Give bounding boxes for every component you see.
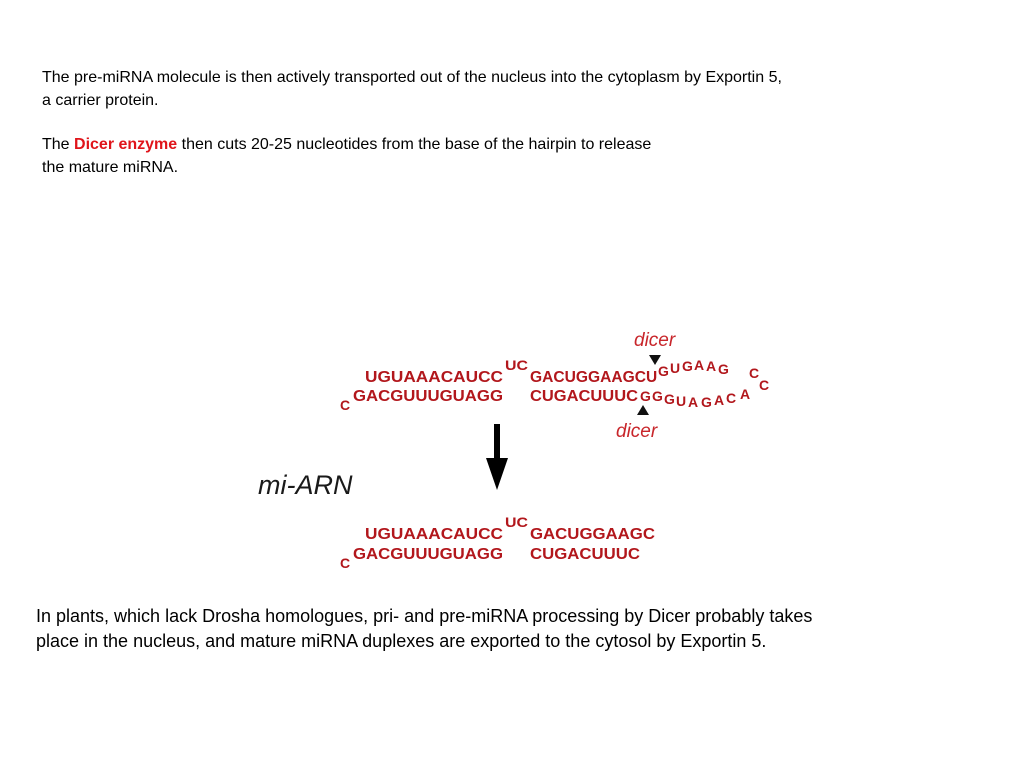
loop-lower-nt: C (726, 390, 737, 406)
product-top-strand-a: UGUAAACAUCC (365, 526, 503, 543)
dicer-paragraph-prefix: The (42, 136, 75, 153)
processing-arrow-head (486, 458, 508, 490)
loop-upper-nt: A (694, 357, 705, 373)
loop-upper-nt: U (670, 360, 681, 376)
dicer-top-label: dicer (634, 330, 676, 351)
intro-line-1: The pre-miRNA molecule is then actively transported out of the nucleus into the cytoplasm by Exportin 5, (42, 69, 782, 86)
plants-paragraph (36, 604, 936, 653)
hairpin-bottom-strand-a: GACGUUUGUAGG (353, 388, 503, 405)
dicer-paragraph (42, 134, 942, 179)
product-bottom-strand-a: GACGUUUGUAGG (353, 546, 503, 563)
dicer-paragraph-rest: then cuts 20-25 nucleotides from the base of the hairpin to release (177, 136, 652, 153)
mirna-processing-figure (250, 320, 790, 590)
mi-arn-label: mi-ARN (258, 470, 353, 500)
dicer-paragraph-line-2: the mature miRNA. (42, 158, 179, 176)
loop-lower-nt: A (688, 394, 699, 410)
hairpin-top-u: U (646, 369, 658, 386)
hairpin-loop-upper (658, 357, 759, 381)
product-top-strand-b: GACUGGAAGC (530, 526, 655, 543)
loop-lower-nt: U (676, 393, 687, 409)
hairpin-loop-c: C (759, 377, 770, 393)
loop-lower-nt: A (714, 392, 725, 408)
loop-upper-nt: G (658, 363, 669, 379)
intro-line-2: a carrier protein. (42, 91, 159, 109)
product-bottom-c: C (340, 555, 351, 571)
loop-upper-nt: G (718, 361, 729, 377)
hairpin-loop-lower (640, 386, 750, 410)
loop-lower-nt: A (740, 386, 751, 402)
plants-line-2: place in the nucleus, and mature miRNA duplexes are exported to the cytosol by Exportin 5. (36, 630, 767, 651)
hairpin-bottom-c: C (340, 397, 351, 413)
processing-arrow-shaft (494, 424, 500, 460)
loop-lower-nt: G (701, 394, 712, 410)
product-top-bulge: UC (505, 514, 528, 530)
hairpin-top-bulge: UC (505, 357, 528, 373)
intro-paragraph (42, 67, 942, 112)
dicer-enzyme-highlight: Dicer enzyme (74, 136, 178, 153)
loop-lower-nt: G (664, 391, 675, 407)
loop-upper-nt: C (749, 365, 760, 381)
hairpin-bottom-strand-b: CUGACUUUC (530, 388, 638, 405)
loop-upper-nt: G (682, 358, 693, 374)
dicer-bottom-cut-marker (637, 405, 649, 415)
product-bottom-strand-b: CUGACUUUC (530, 546, 640, 563)
loop-lower-nt: G (652, 388, 663, 404)
plants-line-1: In plants, which lack Drosha homologues, pri- and pre-miRNA processing by Dicer probably takes (36, 606, 813, 626)
loop-lower-nt: G (640, 388, 651, 404)
hairpin-top-strand-b: GACUGGAAGC (530, 369, 646, 386)
hairpin-top-strand-a: UGUAAACAUCC (365, 369, 503, 386)
loop-upper-nt: A (706, 358, 717, 374)
dicer-bottom-label: dicer (616, 421, 658, 442)
